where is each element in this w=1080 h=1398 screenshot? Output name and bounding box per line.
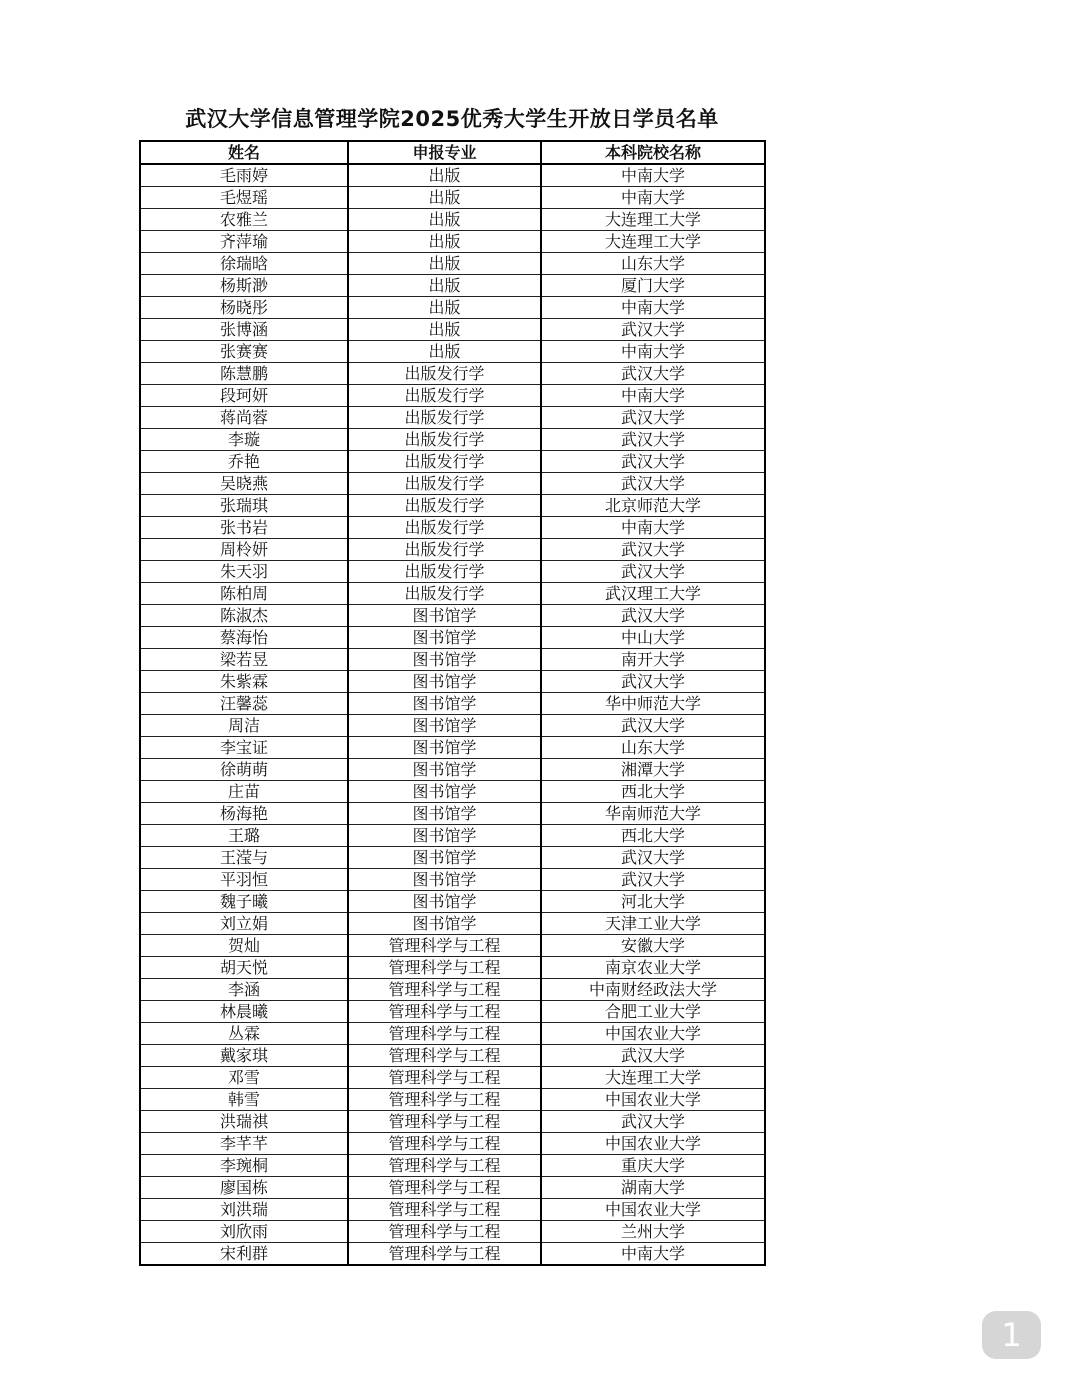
university-cell: 湘潭大学 [541,759,765,781]
student-name-cell: 蔡海怡 [140,627,348,649]
student-name-cell: 朱紫霖 [140,671,348,693]
student-name-cell: 刘洪瑞 [140,1199,348,1221]
table-row [140,187,765,209]
student-name-cell: 宋利群 [140,1243,348,1266]
university-cell: 山东大学 [541,253,765,275]
student-name-cell: 梁若昱 [140,649,348,671]
table-row [140,473,765,495]
major-cell: 出版 [348,275,541,297]
table-row [140,759,765,781]
student-name-cell: 周洁 [140,715,348,737]
table-row [140,715,765,737]
table-row [140,1177,765,1199]
major-cell: 管理科学与工程 [348,1023,541,1045]
student-name-cell: 魏子曦 [140,891,348,913]
table-row [140,1221,765,1243]
student-name-cell: 杨斯渺 [140,275,348,297]
university-cell: 中山大学 [541,627,765,649]
header-university: 本科院校名称 [541,141,765,164]
table-row [140,803,765,825]
university-cell: 中南大学 [541,297,765,319]
table-row [140,583,765,605]
student-name-cell: 庄苗 [140,781,348,803]
university-cell: 武汉大学 [541,869,765,891]
major-cell: 图书馆学 [348,649,541,671]
major-cell: 图书馆学 [348,913,541,935]
student-name-cell: 杨海艳 [140,803,348,825]
university-cell: 武汉大学 [541,407,765,429]
major-cell: 出版发行学 [348,407,541,429]
university-cell: 西北大学 [541,781,765,803]
major-cell: 出版发行学 [348,495,541,517]
student-name-cell: 李宝证 [140,737,348,759]
university-cell: 天津工业大学 [541,913,765,935]
university-cell: 安徽大学 [541,935,765,957]
university-cell: 中南大学 [541,187,765,209]
table-body [140,164,765,1265]
table-row [140,957,765,979]
major-cell: 图书馆学 [348,803,541,825]
university-cell: 武汉大学 [541,363,765,385]
student-name-cell: 韩雪 [140,1089,348,1111]
table-row [140,1001,765,1023]
table-row [140,209,765,231]
student-name-cell: 张书岩 [140,517,348,539]
table-row [140,1089,765,1111]
student-name-cell: 李涵 [140,979,348,1001]
major-cell: 管理科学与工程 [348,1045,541,1067]
major-cell: 图书馆学 [348,737,541,759]
major-cell: 图书馆学 [348,605,541,627]
university-cell: 中国农业大学 [541,1133,765,1155]
major-cell: 管理科学与工程 [348,1089,541,1111]
major-cell: 出版发行学 [348,473,541,495]
table-row [140,1111,765,1133]
table-row [140,297,765,319]
table-row [140,671,765,693]
university-cell: 厦门大学 [541,275,765,297]
student-name-cell: 王璐 [140,825,348,847]
table-row [140,979,765,1001]
major-cell: 出版 [348,231,541,253]
student-name-cell: 齐萍瑜 [140,231,348,253]
university-cell: 武汉大学 [541,561,765,583]
major-cell: 出版 [348,164,541,187]
table-row [140,319,765,341]
major-cell: 管理科学与工程 [348,1133,541,1155]
university-cell: 中南大学 [541,1243,765,1266]
major-cell: 管理科学与工程 [348,1177,541,1199]
university-cell: 西北大学 [541,825,765,847]
table-row [140,869,765,891]
university-cell: 武汉大学 [541,451,765,473]
university-cell: 中国农业大学 [541,1089,765,1111]
table-row [140,935,765,957]
major-cell: 管理科学与工程 [348,1111,541,1133]
student-name-cell: 周柃妍 [140,539,348,561]
major-cell: 出版发行学 [348,539,541,561]
university-cell: 中国农业大学 [541,1199,765,1221]
major-cell: 出版 [348,209,541,231]
major-cell: 图书馆学 [348,891,541,913]
header-major: 申报专业 [348,141,541,164]
university-cell: 武汉大学 [541,473,765,495]
major-cell: 图书馆学 [348,847,541,869]
university-cell: 南开大学 [541,649,765,671]
table-row [140,693,765,715]
table-row [140,253,765,275]
major-cell: 出版发行学 [348,429,541,451]
student-name-cell: 汪馨蕊 [140,693,348,715]
university-cell: 武汉理工大学 [541,583,765,605]
major-cell: 管理科学与工程 [348,957,541,979]
student-name-cell: 农雅兰 [140,209,348,231]
student-name-cell: 段珂妍 [140,385,348,407]
university-cell: 中南大学 [541,517,765,539]
major-cell: 管理科学与工程 [348,1155,541,1177]
university-cell: 河北大学 [541,891,765,913]
table-row [140,429,765,451]
university-cell: 中南大学 [541,385,765,407]
university-cell: 大连理工大学 [541,1067,765,1089]
major-cell: 出版发行学 [348,583,541,605]
table-row [140,1155,765,1177]
student-name-cell: 朱天羽 [140,561,348,583]
university-cell: 中南大学 [541,164,765,187]
university-cell: 中南财经政法大学 [541,979,765,1001]
major-cell: 图书馆学 [348,781,541,803]
university-cell: 南京农业大学 [541,957,765,979]
student-name-cell: 杨晓彤 [140,297,348,319]
page-number-badge[interactable]: 1 [982,1311,1041,1359]
university-cell: 武汉大学 [541,671,765,693]
university-cell: 中南大学 [541,341,765,363]
student-name-cell: 张博涵 [140,319,348,341]
student-name-cell: 张瑞琪 [140,495,348,517]
university-cell: 武汉大学 [541,1045,765,1067]
major-cell: 出版 [348,253,541,275]
major-cell: 出版发行学 [348,363,541,385]
major-cell: 图书馆学 [348,825,541,847]
major-cell: 出版发行学 [348,561,541,583]
university-cell: 华中师范大学 [541,693,765,715]
table-row [140,451,765,473]
university-cell: 武汉大学 [541,605,765,627]
table-row [140,539,765,561]
student-name-cell: 王滢与 [140,847,348,869]
university-cell: 重庆大学 [541,1155,765,1177]
major-cell: 出版发行学 [348,451,541,473]
major-cell: 出版 [348,187,541,209]
major-cell: 管理科学与工程 [348,1243,541,1266]
table-row [140,825,765,847]
major-cell: 图书馆学 [348,693,541,715]
university-cell: 大连理工大学 [541,209,765,231]
university-cell: 武汉大学 [541,715,765,737]
student-name-cell: 戴家琪 [140,1045,348,1067]
table-header-row [140,141,765,164]
major-cell: 出版 [348,319,541,341]
student-name-cell: 李璇 [140,429,348,451]
major-cell: 图书馆学 [348,759,541,781]
student-name-cell: 陈柏周 [140,583,348,605]
table-row [140,1023,765,1045]
table-row [140,495,765,517]
major-cell: 图书馆学 [348,869,541,891]
student-name-cell: 毛雨婷 [140,164,348,187]
major-cell: 出版发行学 [348,385,541,407]
university-cell: 兰州大学 [541,1221,765,1243]
university-cell: 合肥工业大学 [541,1001,765,1023]
student-name-cell: 徐萌萌 [140,759,348,781]
table-row [140,847,765,869]
student-roster-table [139,140,766,1266]
table-row [140,737,765,759]
major-cell: 出版 [348,297,541,319]
table-row [140,1133,765,1155]
university-cell: 武汉大学 [541,539,765,561]
student-name-cell: 刘欣雨 [140,1221,348,1243]
table-row [140,407,765,429]
student-name-cell: 陈慧鹏 [140,363,348,385]
university-cell: 武汉大学 [541,319,765,341]
table-row [140,1243,765,1266]
student-name-cell: 胡天悦 [140,957,348,979]
university-cell: 山东大学 [541,737,765,759]
table-row [140,1067,765,1089]
student-name-cell: 邓雪 [140,1067,348,1089]
table-row [140,781,765,803]
major-cell: 图书馆学 [348,671,541,693]
table-row [140,231,765,253]
student-name-cell: 平羽恒 [140,869,348,891]
table-row [140,385,765,407]
student-name-cell: 贺灿 [140,935,348,957]
student-name-cell: 乔艳 [140,451,348,473]
student-name-cell: 洪瑞祺 [140,1111,348,1133]
university-cell: 湖南大学 [541,1177,765,1199]
student-name-cell: 林晨曦 [140,1001,348,1023]
university-cell: 中国农业大学 [541,1023,765,1045]
table-row [140,561,765,583]
student-name-cell: 徐瑞晗 [140,253,348,275]
major-cell: 出版 [348,341,541,363]
university-cell: 华南师范大学 [541,803,765,825]
major-cell: 管理科学与工程 [348,979,541,1001]
student-name-cell: 廖国栋 [140,1177,348,1199]
table-row [140,275,765,297]
table-row [140,891,765,913]
table-row [140,363,765,385]
major-cell: 管理科学与工程 [348,1221,541,1243]
table-row [140,1199,765,1221]
table-row [140,1045,765,1067]
university-cell: 武汉大学 [541,847,765,869]
table-row [140,913,765,935]
document-title: 武汉大学信息管理学院2025优秀大学生开放日学员名单 [185,107,719,131]
university-cell: 武汉大学 [541,429,765,451]
major-cell: 出版发行学 [348,517,541,539]
university-cell: 武汉大学 [541,1111,765,1133]
table-row [140,517,765,539]
student-name-cell: 张赛赛 [140,341,348,363]
major-cell: 管理科学与工程 [348,1067,541,1089]
student-name-cell: 吴晓燕 [140,473,348,495]
table-row [140,627,765,649]
student-name-cell: 毛煜瑶 [140,187,348,209]
table-row [140,649,765,671]
student-name-cell: 李琬桐 [140,1155,348,1177]
university-cell: 北京师范大学 [541,495,765,517]
student-name-cell: 蒋尚蓉 [140,407,348,429]
student-name-cell: 刘立娟 [140,913,348,935]
student-name-cell: 丛霖 [140,1023,348,1045]
student-name-cell: 李芊芊 [140,1133,348,1155]
major-cell: 图书馆学 [348,627,541,649]
table-row [140,164,765,187]
major-cell: 管理科学与工程 [348,1001,541,1023]
table-row [140,605,765,627]
header-name: 姓名 [140,141,348,164]
university-cell: 大连理工大学 [541,231,765,253]
major-cell: 管理科学与工程 [348,1199,541,1221]
table-row [140,341,765,363]
major-cell: 管理科学与工程 [348,935,541,957]
student-name-cell: 陈淑杰 [140,605,348,627]
major-cell: 图书馆学 [348,715,541,737]
